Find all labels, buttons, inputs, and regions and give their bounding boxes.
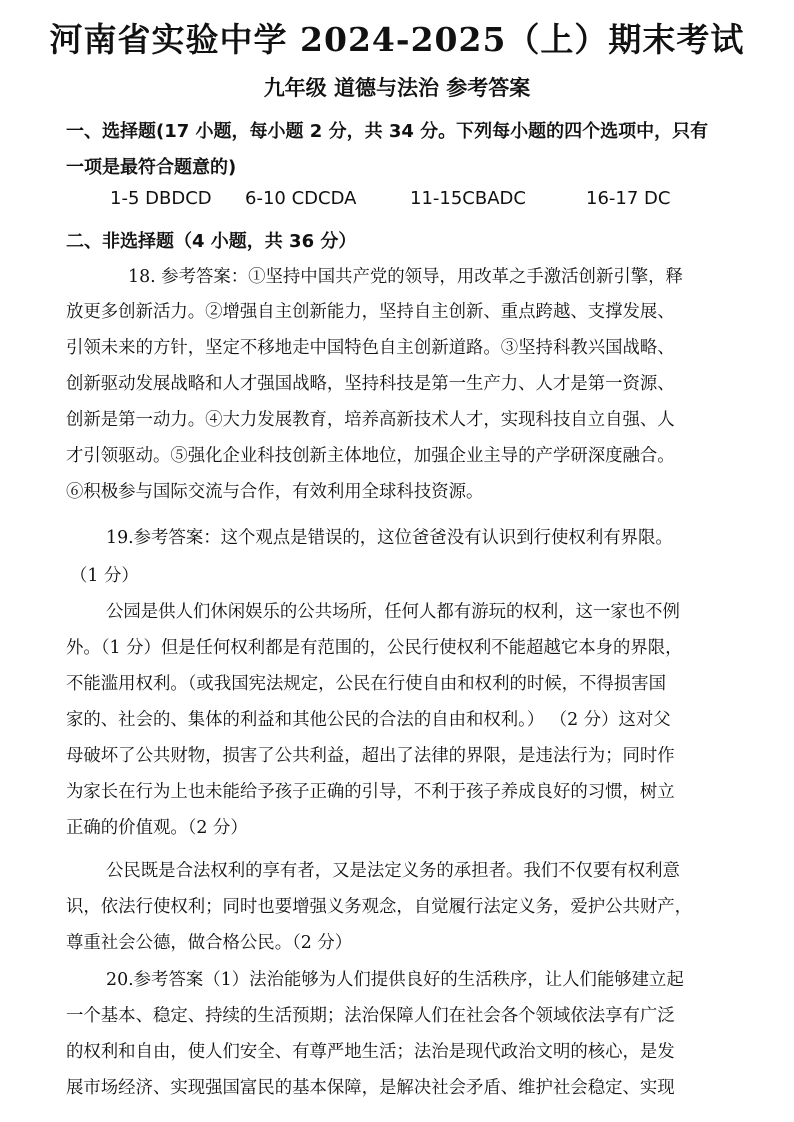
q18-line: 才引领驱动。⑤强化企业科技创新主体地位，加强企业主导的产学研深度融合。	[66, 446, 675, 466]
q19-line: 不能滥用权利。（或我国宪法规定，公民在行使自由和权利的时候，不得损害国	[66, 674, 666, 694]
section1-heading-line2: 一项是最符合题意的)	[66, 157, 237, 178]
q19-line: 识，依法行使权利；同时也要增强义务观念，自觉履行法定义务，爱护公共财产，	[66, 897, 693, 917]
q18-line: 18. 参考答案：①坚持中国共产党的领导，用改革之手激活创新引擎，释	[128, 267, 683, 287]
answer-group-16-17: 16-17 DC	[586, 188, 671, 209]
q20-line: 20.参考答案（1）法治能够为人们提供良好的生活秩序，让人们能够建立起	[106, 970, 684, 990]
q19-line: 为家长在行为上也未能给予孩子正确的引导，不利于孩子养成良好的习惯，树立	[66, 782, 675, 802]
q19-line: 外。（1 分）但是任何权利都是有范围的，公民行使权利不能超越它本身的界限，	[66, 638, 683, 658]
q19-line: （1 分）	[70, 566, 139, 586]
q18-line: 创新是第一动力。④大力发展教育，培养高新技术人才，实现科技自立自强、人	[66, 410, 675, 430]
q20-line: 一个基本、稳定、持续的生活预期；法治保障人们在社会各个领域依法享有广泛	[66, 1006, 675, 1026]
q19-line: 19.参考答案：这个观点是错误的，这位爸爸没有认识到行使权利有界限。	[106, 528, 673, 548]
q18-line: 放更多创新活力。②增强自主创新能力，坚持自主创新、重点跨越、支撑发展、	[66, 302, 675, 322]
answer-group-6-10: 6-10 CDCDA	[245, 188, 357, 209]
page-subtitle: 九年级 道德与法治 参考答案	[263, 76, 531, 100]
q20-line: 展市场经济、实现强国富民的基本保障，是解决社会矛盾、维护社会稳定、实现	[66, 1078, 675, 1098]
answer-group-1-5: 1-5 DBDCD	[110, 188, 212, 209]
section1-heading-line1: 一、选择题(17 小题，每小题 2 分，共 34 分。下列每小题的四个选项中，只有	[66, 121, 709, 142]
q18-line: ⑥积极参与国际交流与合作，有效利用全球科技资源。	[66, 482, 484, 502]
q19-line: 正确的价值观。（2 分）	[66, 818, 248, 838]
q18-line: 引领未来的方针，坚定不移地走中国特色自主创新道路。③坚持科教兴国战略、	[66, 338, 675, 358]
section2-heading: 二、非选择题（4 小题，共 36 分）	[66, 231, 357, 252]
q20-line: 的权利和自由，使人们安全、有尊严地生活；法治是现代政治文明的核心，是发	[66, 1042, 675, 1062]
page-title: 河南省实验中学 2024-2025（上）期末考试	[49, 20, 745, 59]
q19-line: 公民既是合法权利的享有者，又是法定义务的承担者。我们不仅要有权利意	[106, 861, 680, 881]
q19-line: 母破坏了公共财物，损害了公共利益，超出了法律的界限，是违法行为；同时作	[66, 746, 675, 766]
answer-group-11-15: 11-15CBADC	[410, 188, 526, 209]
q19-line: 公园是供人们休闲娱乐的公共场所，任何人都有游玩的权利，这一家也不例	[106, 602, 680, 622]
q19-line: 尊重社会公德，做合格公民。（2 分）	[66, 933, 353, 953]
q19-line: 家的、社会的、集体的利益和其他公民的合法的自由和权利。） （2 分）这对父	[66, 710, 671, 730]
q18-line: 创新驱动发展战略和人才强国战略，坚持科技是第一生产力、人才是第一资源、	[66, 374, 675, 394]
